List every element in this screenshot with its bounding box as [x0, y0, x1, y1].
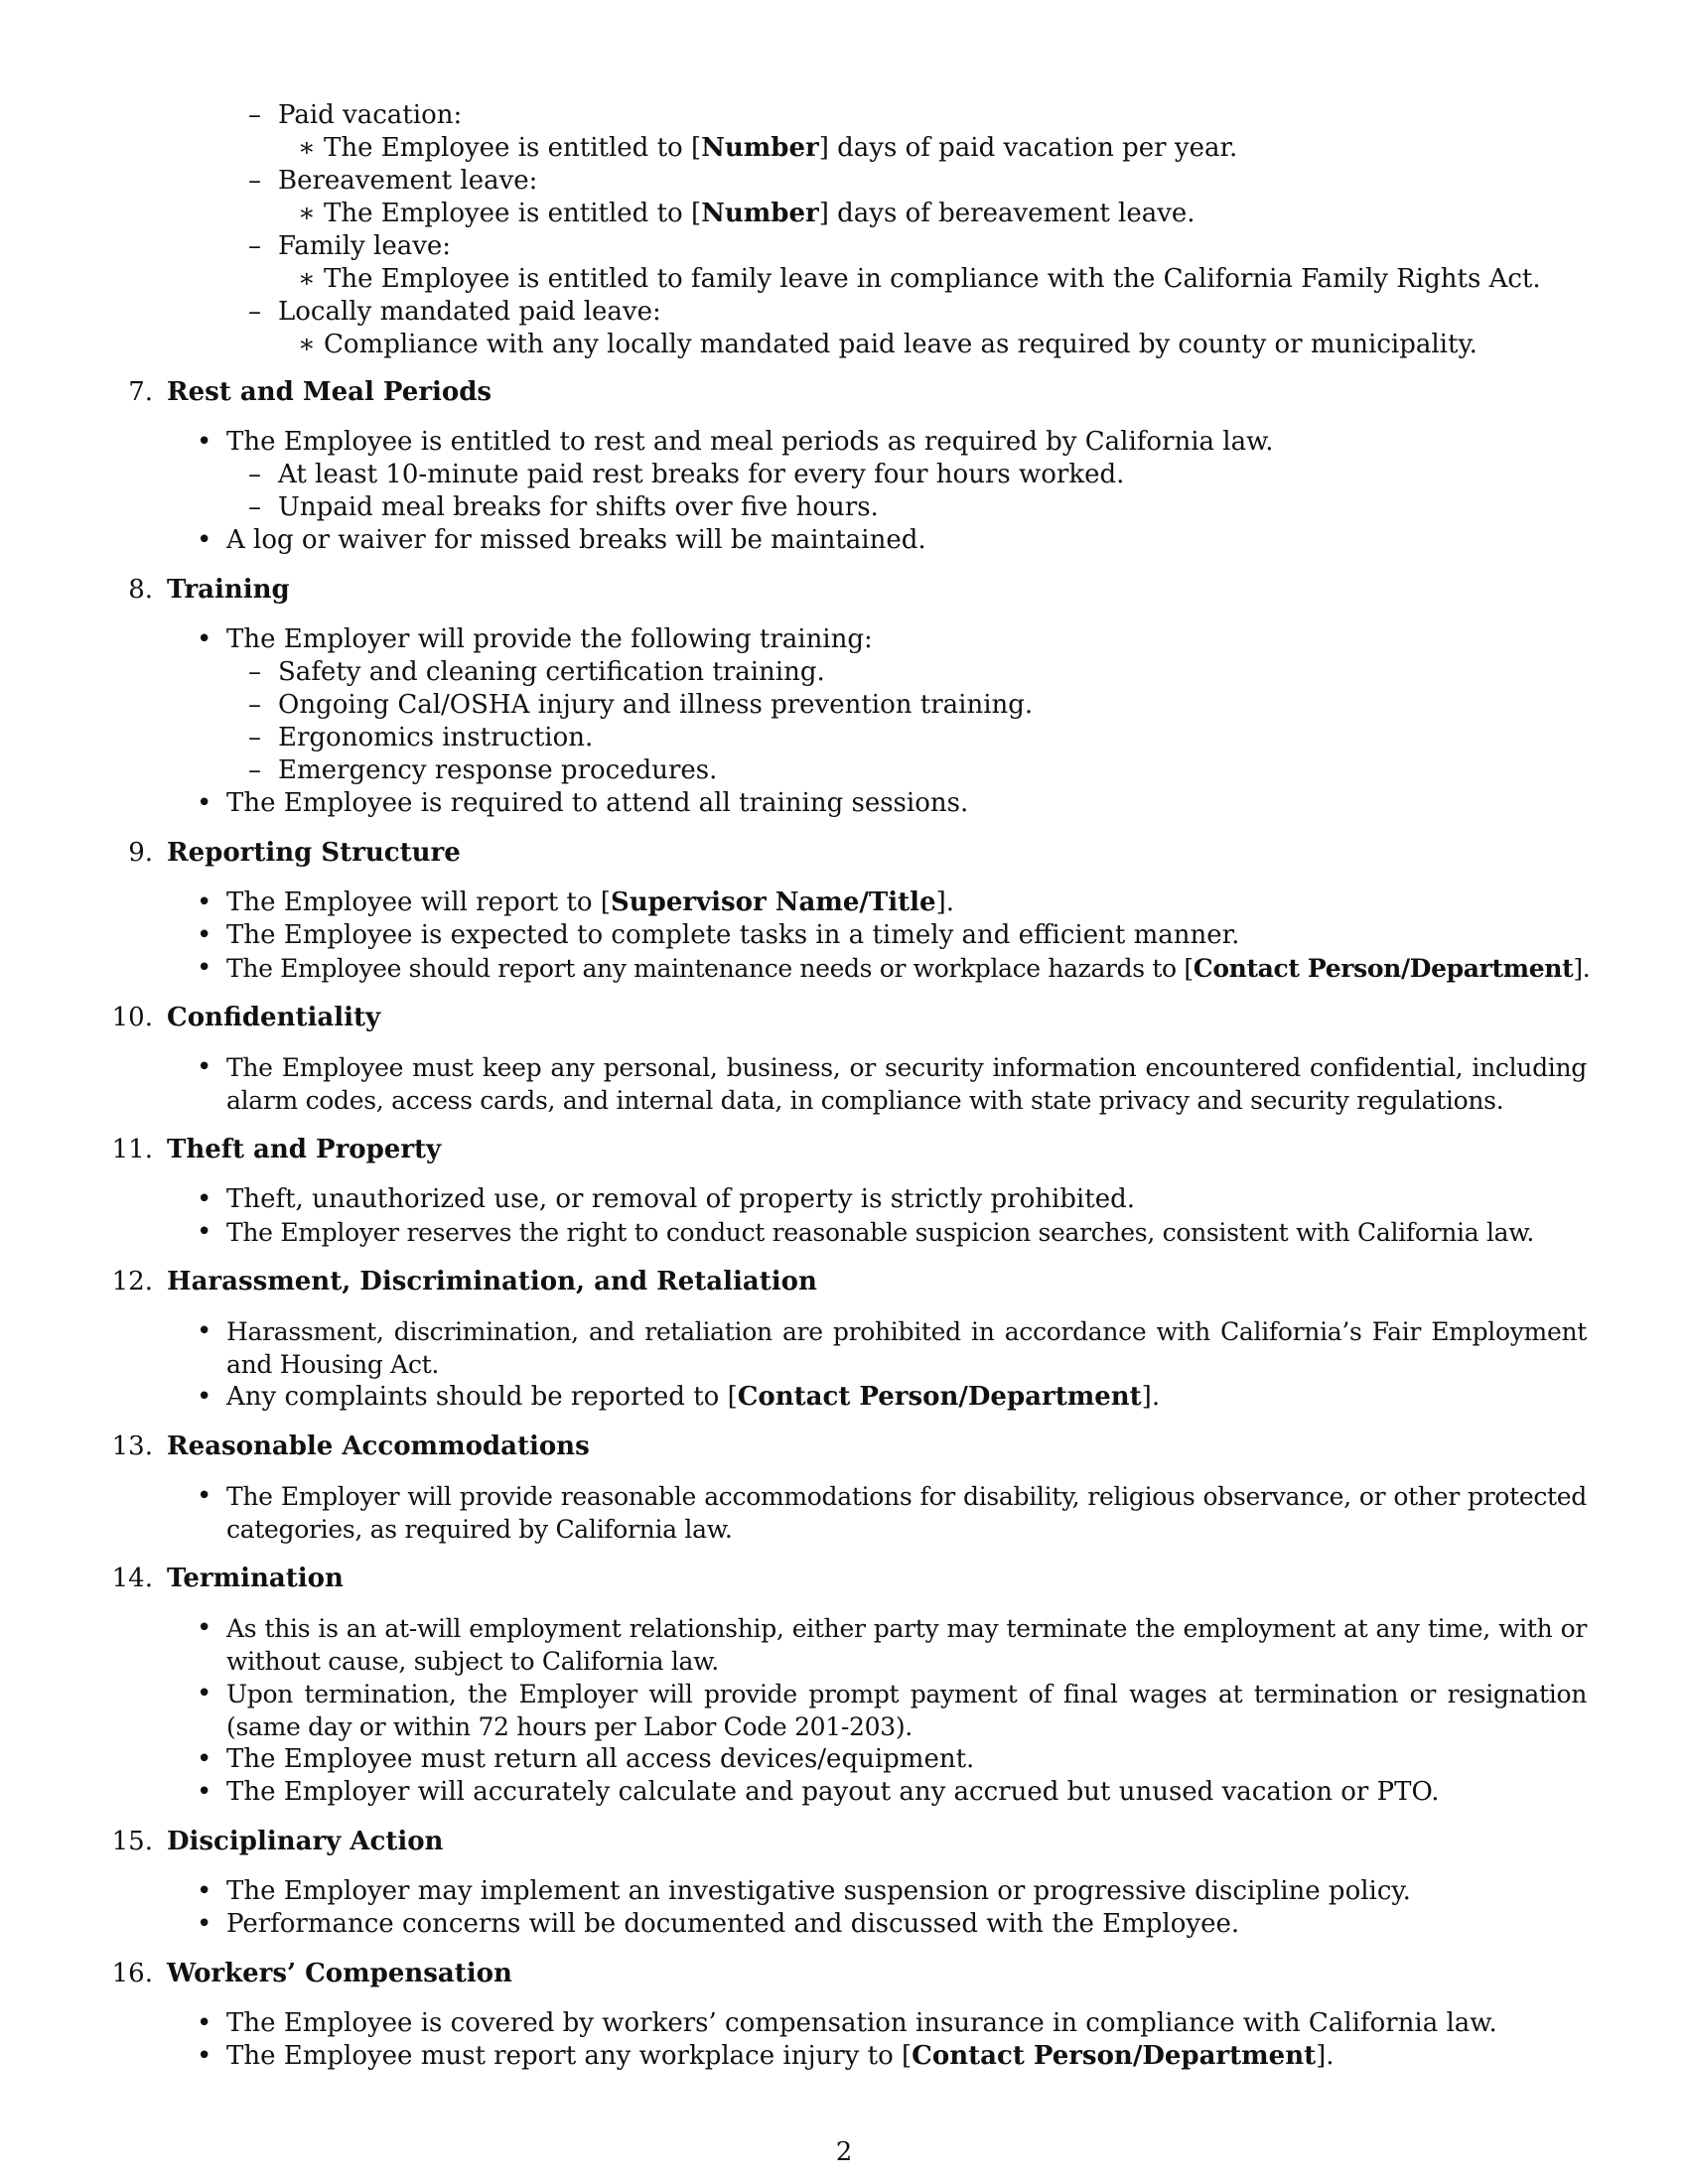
bullet-marker: • [197, 887, 212, 917]
section-number: 12. [111, 1267, 153, 1297]
section-heading: Disciplinary Action [167, 1827, 444, 1856]
bullet-text: The Employee must return all access devices/equipment. [226, 1744, 975, 1774]
leave-label: Bereavement leave: [278, 166, 538, 196]
bullet-marker: • [197, 1613, 212, 1643]
bullet-marker: • [197, 1481, 212, 1511]
section-number: 7. [128, 377, 153, 407]
bullet-text: The Employee must keep any personal, business, or security information encountered confidential, including alarm codes, access cards, and internal data, in compliance with state privacy and security regulations. [226, 1053, 1587, 1115]
dash-marker: – [248, 166, 261, 196]
bullet-marker: • [197, 953, 212, 983]
bullet-text: The Employer may implement an investigative suspension or progressive discipline policy. [226, 1876, 1411, 1906]
bullet-text: The Employer will provide the following training: [226, 624, 873, 654]
bullet-text: Harassment, discrimination, and retaliation are prohibited in accordance with California’s Fair Employment and Housing Act. [226, 1317, 1587, 1379]
section-heading: Reasonable Accommodations [167, 1432, 590, 1461]
section-number: 15. [111, 1827, 153, 1856]
dash-marker: – [248, 297, 261, 327]
sub-item-text: Emergency response procedures. [278, 755, 718, 785]
sub-item-text: At least 10-minute paid rest breaks for every four hours worked. [278, 460, 1125, 489]
leave-label: Paid vacation: [278, 100, 463, 130]
bullet-marker: • [197, 1316, 212, 1346]
dash-marker: – [248, 231, 261, 261]
bullet-marker: • [197, 1744, 212, 1774]
bullet-marker: • [197, 1382, 212, 1412]
dash-marker: – [248, 100, 261, 130]
leave-detail: Compliance with any locally mandated paid leave as required by county or municipality. [324, 330, 1477, 359]
section-heading: Workers’ Compensation [167, 1959, 512, 1988]
bullet-marker: • [197, 2008, 212, 2038]
bullet-text: Performance concerns will be documented and discussed with the Employee. [226, 1909, 1240, 1939]
section-heading: Confidentiality [167, 1003, 381, 1032]
star-marker: ∗ [298, 330, 316, 359]
dash-marker: – [248, 460, 261, 489]
bullet-marker: • [197, 427, 212, 457]
bullet-marker: • [197, 1876, 212, 1906]
leave-detail: The Employee is entitled to [Number] days of bereavement leave. [324, 199, 1196, 228]
bullet-marker: • [197, 1217, 212, 1247]
dash-marker: – [248, 755, 261, 785]
bullet-text: Theft, unauthorized use, or removal of property is strictly prohibited. [226, 1184, 1135, 1214]
section-number: 13. [111, 1432, 153, 1461]
bullet-text: As this is an at-will employment relationship, either party may terminate the employment at any time, with or without cause, subject to California law. [226, 1614, 1587, 1676]
dash-marker: – [248, 657, 261, 687]
section-number: 11. [111, 1135, 153, 1164]
section-heading: Termination [167, 1564, 344, 1593]
leave-detail: The Employee is entitled to [Number] days of paid vacation per year. [324, 133, 1238, 163]
page-number: 2 [835, 2137, 853, 2167]
bullet-text: The Employer will accurately calculate and payout any accrued but unused vacation or PTO. [226, 1777, 1440, 1807]
sub-item-text: Safety and cleaning certification training. [278, 657, 825, 687]
dash-marker: – [248, 690, 261, 720]
section-heading: Rest and Meal Periods [167, 377, 492, 407]
bullet-text: The Employer reserves the right to conduct reasonable suspicion searches, consistent with California law. [226, 1218, 1535, 1247]
section-heading: Reporting Structure [167, 838, 461, 868]
star-marker: ∗ [298, 199, 316, 228]
bullet-text: Any complaints should be reported to [Contact Person/Department]. [226, 1382, 1161, 1412]
section-number: 10. [111, 1003, 153, 1032]
section-number: 8. [128, 575, 153, 605]
bullet-marker: • [197, 1052, 212, 1082]
dash-marker: – [248, 492, 261, 522]
star-marker: ∗ [298, 133, 316, 163]
bullet-text: The Employee must report any workplace injury to [Contact Person/Department]. [226, 2041, 1335, 2071]
sub-item-text: Unpaid meal breaks for shifts over five hours. [278, 492, 879, 522]
leave-label: Locally mandated paid leave: [278, 297, 661, 327]
sub-item-text: Ongoing Cal/OSHA injury and illness prevention training. [278, 690, 1034, 720]
section-heading: Harassment, Discrimination, and Retaliation [167, 1267, 817, 1297]
dash-marker: – [248, 723, 261, 752]
bullet-marker: • [197, 624, 212, 654]
leave-label: Family leave: [278, 231, 452, 261]
bullet-text: A log or waiver for missed breaks will be maintained. [226, 525, 926, 555]
section-number: 9. [128, 838, 153, 868]
bullet-text: The Employee is covered by workers’ compensation insurance in compliance with California law. [226, 2008, 1497, 2038]
sub-item-text: Ergonomics instruction. [278, 723, 594, 752]
bullet-marker: • [197, 788, 212, 818]
bullet-text: The Employee is entitled to rest and meal periods as required by California law. [226, 427, 1274, 457]
bullet-text: The Employer will provide reasonable accommodations for disability, religious observance, or other protected categories, as required by California law. [226, 1482, 1587, 1544]
bullet-marker: • [197, 920, 212, 950]
bullet-marker: • [197, 1679, 212, 1708]
bullet-marker: • [197, 525, 212, 555]
section-heading: Theft and Property [167, 1135, 442, 1164]
bullet-marker: • [197, 1909, 212, 1939]
bullet-text: The Employee is expected to complete tasks in a timely and efficient manner. [226, 920, 1240, 950]
section-number: 14. [111, 1564, 153, 1593]
star-marker: ∗ [298, 264, 316, 294]
bullet-text: Upon termination, the Employer will provide prompt payment of final wages at termination or resignation (same day or within 72 hours per Labor Code 201-203). [226, 1680, 1587, 1741]
section-number: 16. [111, 1959, 153, 1988]
bullet-text: The Employee should report any maintenance needs or workplace hazards to [Contact Person/Department]. [226, 954, 1591, 983]
bullet-marker: • [197, 1777, 212, 1807]
bullet-marker: • [197, 1184, 212, 1214]
bullet-text: The Employee will report to [Supervisor Name/Title]. [226, 887, 955, 917]
leave-detail: The Employee is entitled to family leave in compliance with the California Family Rights Act. [324, 264, 1541, 294]
section-heading: Training [167, 575, 290, 605]
bullet-text: The Employee is required to attend all training sessions. [226, 788, 969, 818]
bullet-marker: • [197, 2041, 212, 2071]
